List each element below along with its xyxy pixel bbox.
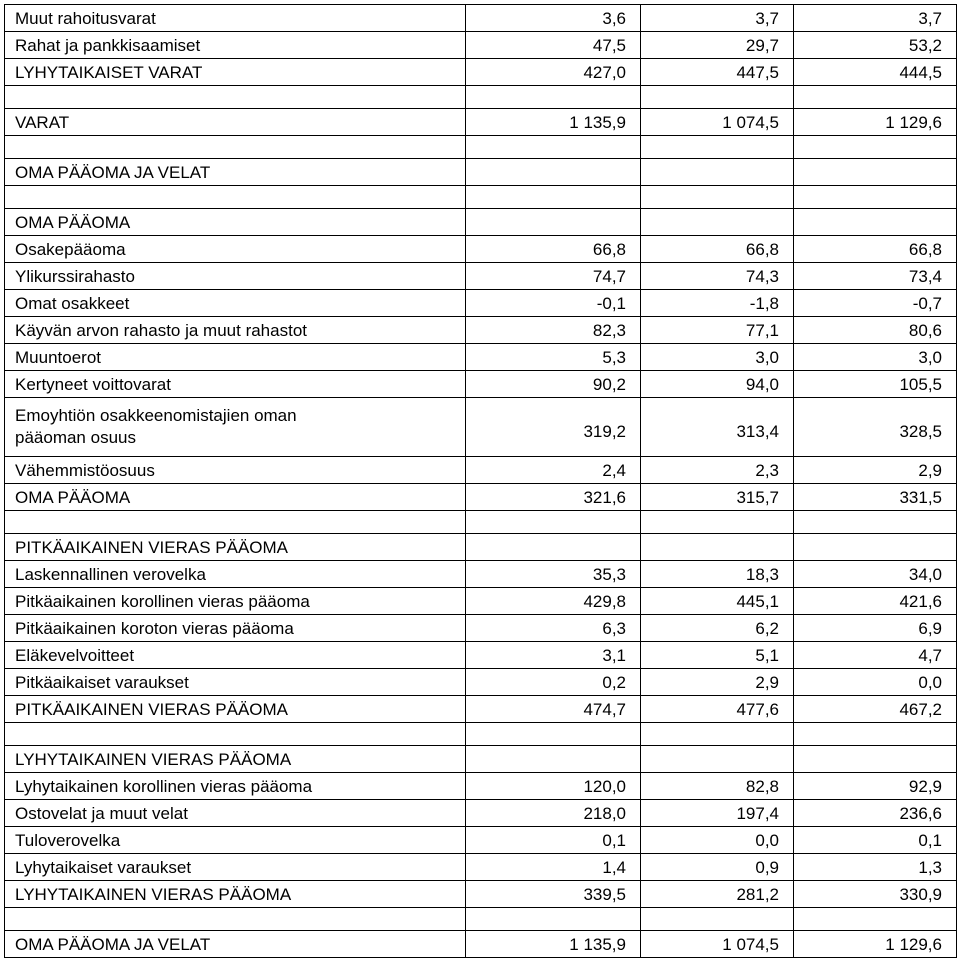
value-cell: 1 129,6 <box>794 931 957 958</box>
value-cell <box>794 86 957 109</box>
value-cell <box>641 723 794 746</box>
value-cell <box>794 746 957 773</box>
value-cell: 90,2 <box>466 371 641 398</box>
value-cell <box>641 86 794 109</box>
value-cell: 447,5 <box>641 59 794 86</box>
value-cell <box>794 136 957 159</box>
total-row <box>5 881 957 908</box>
table-row <box>5 457 957 484</box>
value-cell <box>794 908 957 931</box>
table-row <box>5 669 957 696</box>
row-label: Ostovelat ja muut velat <box>5 800 466 827</box>
table-row <box>5 317 957 344</box>
row-label: Laskennallinen verovelka <box>5 561 466 588</box>
value-cell: 35,3 <box>466 561 641 588</box>
value-cell: 66,8 <box>794 236 957 263</box>
row-label <box>5 723 466 746</box>
row-label <box>5 908 466 931</box>
table-row <box>5 371 957 398</box>
value-cell: 474,7 <box>466 696 641 723</box>
value-cell: 3,6 <box>466 5 641 32</box>
value-cell: 0,9 <box>641 854 794 881</box>
row-label: Rahat ja pankkisaamiset <box>5 32 466 59</box>
spacer-row <box>5 136 957 159</box>
value-cell: 77,1 <box>641 317 794 344</box>
value-cell: 339,5 <box>466 881 641 908</box>
value-cell: 6,2 <box>641 615 794 642</box>
row-label: VARAT <box>5 109 466 136</box>
value-cell: 74,7 <box>466 263 641 290</box>
value-cell: 6,3 <box>466 615 641 642</box>
value-cell <box>466 511 641 534</box>
row-label: Pitkäaikainen korollinen vieras pääoma <box>5 588 466 615</box>
row-label: Ylikurssirahasto <box>5 263 466 290</box>
row-label: Omat osakkeet <box>5 290 466 317</box>
value-cell: 319,2 <box>466 398 641 457</box>
table-row <box>5 854 957 881</box>
value-cell: 3,7 <box>794 5 957 32</box>
spacer-row <box>5 723 957 746</box>
value-cell <box>466 723 641 746</box>
value-cell: 0,1 <box>794 827 957 854</box>
row-label <box>5 186 466 209</box>
table-row <box>5 236 957 263</box>
value-cell: 477,6 <box>641 696 794 723</box>
value-cell: 467,2 <box>794 696 957 723</box>
table-row <box>5 398 957 457</box>
value-cell: 74,3 <box>641 263 794 290</box>
value-cell: 5,1 <box>641 642 794 669</box>
value-cell: 0,2 <box>466 669 641 696</box>
value-cell: 94,0 <box>641 371 794 398</box>
table-row <box>5 32 957 59</box>
value-cell <box>641 136 794 159</box>
value-cell: 1 074,5 <box>641 931 794 958</box>
spacer-row <box>5 86 957 109</box>
value-cell <box>466 86 641 109</box>
value-cell: 92,9 <box>794 773 957 800</box>
value-cell: 5,3 <box>466 344 641 371</box>
value-cell: 80,6 <box>794 317 957 344</box>
row-label: Käyvän arvon rahasto ja muut rahastot <box>5 317 466 344</box>
value-cell: 236,6 <box>794 800 957 827</box>
value-cell: 120,0 <box>466 773 641 800</box>
section-heading-row <box>5 159 957 186</box>
row-label: Muuntoerot <box>5 344 466 371</box>
table-row <box>5 5 957 32</box>
table-row <box>5 263 957 290</box>
value-cell: 4,7 <box>794 642 957 669</box>
table-row <box>5 561 957 588</box>
row-label <box>5 511 466 534</box>
value-cell: 313,4 <box>641 398 794 457</box>
row-label: PITKÄAIKAINEN VIERAS PÄÄOMA <box>5 534 466 561</box>
value-cell <box>466 159 641 186</box>
value-cell <box>794 209 957 236</box>
value-cell: 6,9 <box>794 615 957 642</box>
value-cell: 429,8 <box>466 588 641 615</box>
value-cell <box>794 159 957 186</box>
value-cell: 1 135,9 <box>466 931 641 958</box>
balance-sheet-table <box>4 4 957 958</box>
row-label: Pitkäaikainen koroton vieras pääoma <box>5 615 466 642</box>
table-row <box>5 59 957 86</box>
value-cell: -0,7 <box>794 290 957 317</box>
balance-sheet-body <box>5 5 957 958</box>
value-cell <box>794 723 957 746</box>
value-cell: 1,4 <box>466 854 641 881</box>
value-cell: 2,4 <box>466 457 641 484</box>
row-label: Lyhytaikaiset varaukset <box>5 854 466 881</box>
table-row <box>5 615 957 642</box>
value-cell: -1,8 <box>641 290 794 317</box>
value-cell <box>794 511 957 534</box>
row-label <box>5 136 466 159</box>
value-cell <box>466 908 641 931</box>
value-cell: 18,3 <box>641 561 794 588</box>
row-label: Lyhytaikainen korollinen vieras pääoma <box>5 773 466 800</box>
value-cell <box>641 746 794 773</box>
value-cell <box>641 534 794 561</box>
row-label: Kertyneet voittovarat <box>5 371 466 398</box>
row-label: OMA PÄÄOMA JA VELAT <box>5 931 466 958</box>
value-cell: 47,5 <box>466 32 641 59</box>
value-cell <box>466 209 641 236</box>
table-row <box>5 800 957 827</box>
row-label: Emoyhtiön osakkeenomistajien oman pääoman osuus <box>5 398 466 457</box>
section-heading-row <box>5 534 957 561</box>
value-cell <box>466 746 641 773</box>
value-cell: 66,8 <box>466 236 641 263</box>
value-cell: 0,1 <box>466 827 641 854</box>
total-row <box>5 484 957 511</box>
row-label <box>5 86 466 109</box>
row-label: LYHYTAIKAINEN VIERAS PÄÄOMA <box>5 746 466 773</box>
spacer-row <box>5 511 957 534</box>
value-cell: 444,5 <box>794 59 957 86</box>
row-label: OMA PÄÄOMA JA VELAT <box>5 159 466 186</box>
value-cell <box>466 186 641 209</box>
spacer-row <box>5 186 957 209</box>
value-cell: 3,1 <box>466 642 641 669</box>
grand-total-row <box>5 931 957 958</box>
value-cell: 0,0 <box>641 827 794 854</box>
value-cell: 197,4 <box>641 800 794 827</box>
value-cell <box>794 186 957 209</box>
value-cell: 73,4 <box>794 263 957 290</box>
table-row <box>5 290 957 317</box>
value-cell: 315,7 <box>641 484 794 511</box>
value-cell: 53,2 <box>794 32 957 59</box>
value-cell: 330,9 <box>794 881 957 908</box>
row-label: OMA PÄÄOMA <box>5 209 466 236</box>
value-cell: 1,3 <box>794 854 957 881</box>
value-cell: 1 135,9 <box>466 109 641 136</box>
row-label: Muut rahoitusvarat <box>5 5 466 32</box>
value-cell <box>641 908 794 931</box>
table-row <box>5 109 957 136</box>
value-cell: 29,7 <box>641 32 794 59</box>
value-cell: 3,0 <box>794 344 957 371</box>
value-cell: 1 074,5 <box>641 109 794 136</box>
value-cell: 421,6 <box>794 588 957 615</box>
value-cell <box>641 209 794 236</box>
value-cell: 82,3 <box>466 317 641 344</box>
value-cell: 218,0 <box>466 800 641 827</box>
value-cell: 3,0 <box>641 344 794 371</box>
value-cell: 427,0 <box>466 59 641 86</box>
value-cell: 1 129,6 <box>794 109 957 136</box>
row-label: Eläkevelvoitteet <box>5 642 466 669</box>
row-label: Vähemmistöosuus <box>5 457 466 484</box>
row-label: LYHYTAIKAINEN VIERAS PÄÄOMA <box>5 881 466 908</box>
row-label: LYHYTAIKAISET VARAT <box>5 59 466 86</box>
table-row <box>5 344 957 371</box>
row-label: OMA PÄÄOMA <box>5 484 466 511</box>
value-cell: 281,2 <box>641 881 794 908</box>
total-row <box>5 696 957 723</box>
row-label: Tuloverovelka <box>5 827 466 854</box>
table-row <box>5 773 957 800</box>
value-cell: 66,8 <box>641 236 794 263</box>
table-row <box>5 827 957 854</box>
value-cell: 82,8 <box>641 773 794 800</box>
value-cell: 328,5 <box>794 398 957 457</box>
value-cell: 3,7 <box>641 5 794 32</box>
value-cell <box>641 159 794 186</box>
value-cell: 445,1 <box>641 588 794 615</box>
spacer-row <box>5 908 957 931</box>
value-cell: 105,5 <box>794 371 957 398</box>
row-label: Osakepääoma <box>5 236 466 263</box>
section-heading-row <box>5 209 957 236</box>
value-cell: -0,1 <box>466 290 641 317</box>
value-cell <box>466 136 641 159</box>
row-label: Pitkäaikaiset varaukset <box>5 669 466 696</box>
value-cell: 0,0 <box>794 669 957 696</box>
section-heading-row <box>5 746 957 773</box>
value-cell <box>794 534 957 561</box>
value-cell: 331,5 <box>794 484 957 511</box>
value-cell: 2,9 <box>641 669 794 696</box>
value-cell: 2,9 <box>794 457 957 484</box>
value-cell: 2,3 <box>641 457 794 484</box>
value-cell: 321,6 <box>466 484 641 511</box>
table-row <box>5 588 957 615</box>
value-cell <box>641 186 794 209</box>
table-row <box>5 642 957 669</box>
row-label: PITKÄAIKAINEN VIERAS PÄÄOMA <box>5 696 466 723</box>
value-cell <box>641 511 794 534</box>
value-cell <box>466 534 641 561</box>
value-cell: 34,0 <box>794 561 957 588</box>
